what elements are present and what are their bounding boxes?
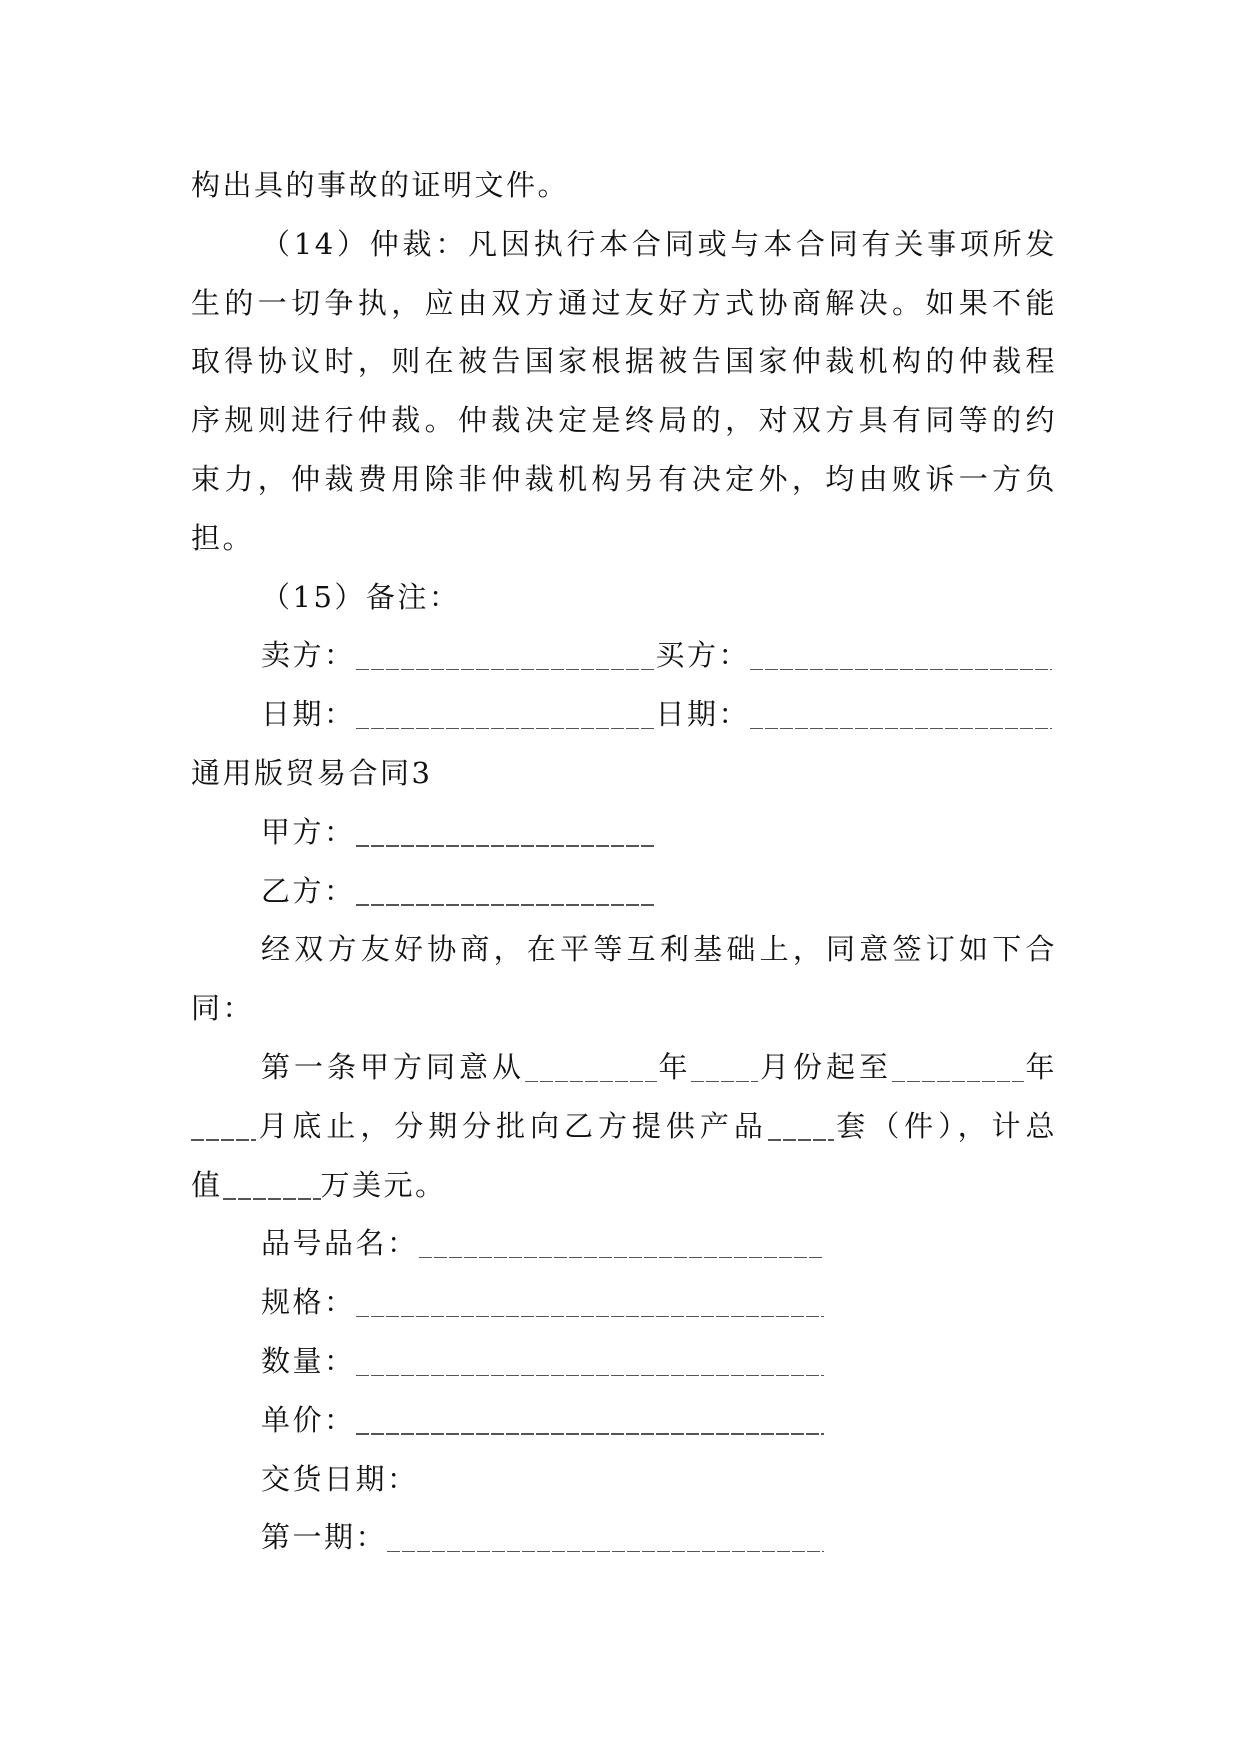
party-a-row <box>191 803 1057 862</box>
value-label: 值 <box>191 1167 223 1202</box>
start-month-blank <box>691 1081 758 1082</box>
clause-15-remarks-label: （15）备注： <box>261 579 461 614</box>
clause-14-line: （14）仲裁：凡因执行本合同或与本合同有关事项所发 <box>261 226 1057 261</box>
party-b-label: 乙方： <box>261 873 356 908</box>
signature-date-row <box>191 685 1057 744</box>
quantity-blank-line <box>356 1375 824 1376</box>
product-name-blank-line <box>419 1257 823 1258</box>
spec-label: 规格： <box>261 1285 356 1320</box>
party-b-blank-line <box>356 904 656 905</box>
quantity-label: 数量： <box>261 1343 356 1378</box>
phase-1-blank-line <box>387 1551 824 1552</box>
spec-row <box>191 1273 1057 1332</box>
end-year-blank <box>892 1081 1024 1082</box>
contract-title: 通用版贸易合同3 <box>191 755 433 790</box>
month-from-label: 月份起至 <box>758 1049 892 1084</box>
quantity-row <box>191 1332 1057 1391</box>
buyer-date-label: 日期： <box>655 697 751 732</box>
clause-14-line: 序规则进行仲裁。仲裁决定是终局的，对双方具有同等的约 <box>191 403 1057 438</box>
party-a-blank-line <box>356 845 656 846</box>
seller-label: 卖方： <box>261 638 356 673</box>
quantity-sets-blank <box>768 1139 834 1140</box>
unit-price-label: 单价： <box>261 1402 356 1437</box>
spec-blank-line <box>356 1316 824 1317</box>
unit-price-row <box>191 1391 1057 1450</box>
seller-buyer-row <box>191 626 1057 685</box>
document-body <box>191 156 1057 1567</box>
buyer-date-blank-line <box>750 728 1052 729</box>
party-b-row <box>191 862 1057 921</box>
start-year-blank <box>525 1081 657 1082</box>
article-1-line <box>191 1038 1057 1097</box>
seller-date-label: 日期： <box>261 697 356 732</box>
clause-14-line: 取得协议时，则在被告国家根据被告国家仲裁机构的仲裁程 <box>191 344 1057 379</box>
clause-14-line: 束力，仲裁费用除非仲裁机构另有决定外，均由败诉一方负 <box>191 461 1057 496</box>
article-1-lead: 第一条甲方同意从 <box>261 1049 525 1084</box>
article-1-line <box>191 1097 1057 1156</box>
article-1-line <box>191 1156 1057 1215</box>
unit-text: 套（件），计总 <box>833 1108 1057 1143</box>
phase-1-label: 第一期： <box>261 1520 388 1555</box>
previous-clause-tail-line: 构出具的事故的证明文件。 <box>191 168 570 202</box>
clause-14-line: 生的一切争执，应由双方通过友好方式协商解决。如果不能 <box>191 285 1057 320</box>
total-value-blank <box>223 1198 321 1199</box>
year-label: 年 <box>656 1049 692 1084</box>
preamble-line: 同： <box>191 991 255 1026</box>
year-label: 年 <box>1023 1049 1057 1084</box>
party-a-label: 甲方： <box>261 814 356 849</box>
unit-price-blank-line <box>356 1433 824 1434</box>
currency-text: 万美元。 <box>320 1167 447 1202</box>
seller-blank-line <box>356 669 656 670</box>
seller-date-blank-line <box>356 728 656 729</box>
clause-14-line: 担。 <box>191 520 255 555</box>
phase-1-row <box>191 1508 1057 1567</box>
delivery-date-label: 交货日期： <box>261 1461 419 1496</box>
end-month-blank <box>191 1139 256 1140</box>
buyer-blank-line <box>750 669 1052 670</box>
product-name-row <box>191 1214 1057 1273</box>
preamble-line: 经双方友好协商，在平等互利基础上，同意签订如下合 <box>261 932 1057 967</box>
product-name-label: 品号品名： <box>261 1226 419 1261</box>
buyer-label: 买方： <box>655 638 751 673</box>
month-to-text: 月底止，分期分批向乙方提供产品 <box>256 1108 768 1143</box>
